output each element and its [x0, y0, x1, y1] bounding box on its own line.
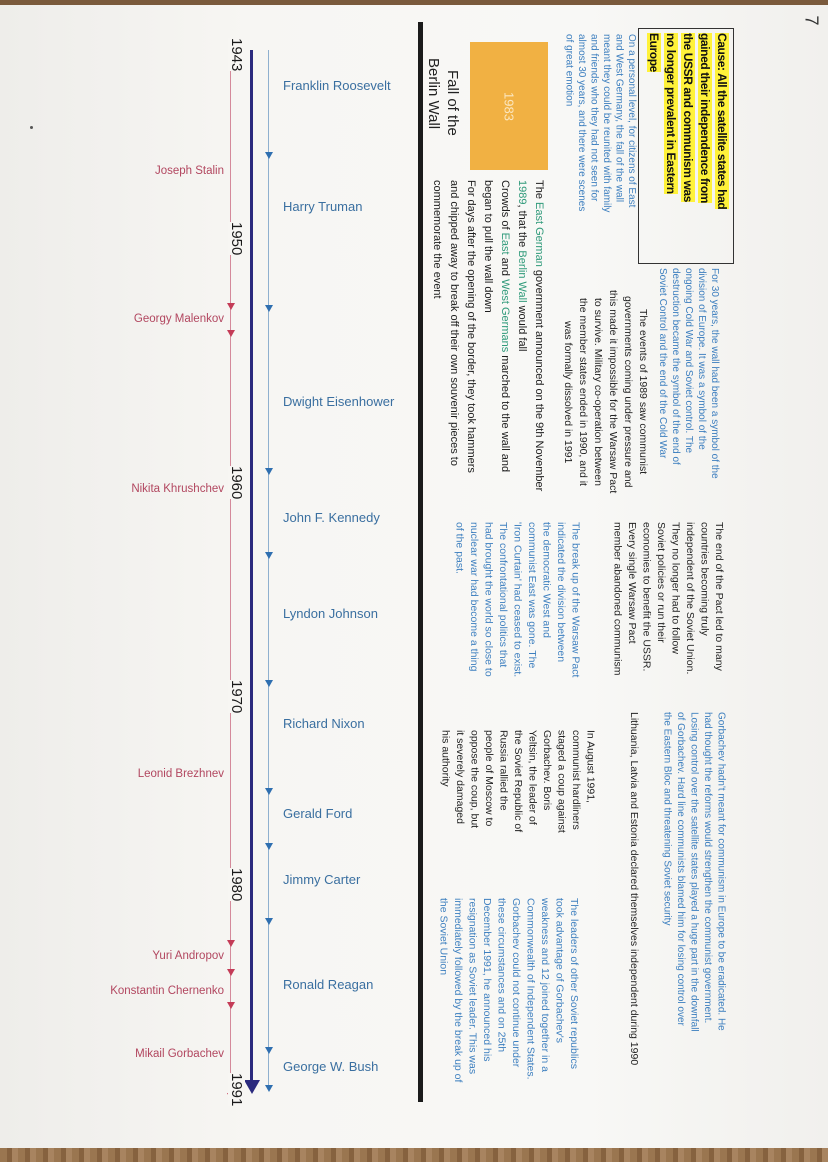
text-line: of great emotion — [563, 34, 575, 107]
soviet-leader-label: Nikita Khrushchev — [131, 483, 224, 495]
term-marker — [265, 680, 273, 687]
text-line: this made it impossible for the Warsaw Pact — [607, 290, 619, 494]
text-line: The end of the Pact led to many — [713, 522, 725, 671]
us-president-label: Jimmy Carter — [283, 872, 361, 887]
text-line: weakness and 12 joined together in a — [539, 898, 551, 1072]
highlighted-text: no longer prevalent in Eastern — [664, 33, 678, 194]
gorbachev-paragraph — [660, 712, 728, 1142]
year-label: 1950 — [228, 222, 245, 256]
highlighted-text: gained their independence from — [698, 33, 712, 204]
term-marker — [265, 1047, 273, 1054]
text-line: had thought the reforms would strengthen the communist government. — [702, 712, 713, 1024]
end-of-pact-paragraph — [610, 522, 726, 710]
text-line: it severely damaged — [454, 730, 466, 824]
text-line: Berlin Wall — [425, 58, 442, 130]
text-line: governments coming under pressure and — [622, 296, 634, 488]
text-line: of the past. — [453, 522, 466, 574]
text-line — [428, 180, 445, 518]
text-segment: government announced on the 9th November — [533, 266, 545, 492]
text-line: economies to benefit the USSR. — [640, 522, 653, 672]
soviet-leader-label: Konstantin Chernenko — [110, 985, 224, 997]
text-line: these circumstances and on 25th — [495, 898, 508, 1053]
leader-marker — [227, 1002, 235, 1009]
us-timeline-line — [268, 50, 269, 1090]
timeline-arrow-icon — [244, 1080, 260, 1094]
text-line: Russia rallied the — [497, 730, 510, 811]
text-line: Yeltsin, the leader of — [526, 730, 539, 825]
text-line: communist East was gone. The — [526, 522, 538, 669]
wall-symbol-paragraph — [656, 268, 721, 516]
us-president-label: Richard Nixon — [283, 716, 365, 731]
text-line: ongoing Cold War and Soviet control. The — [683, 268, 694, 454]
text-line: Soviet policies or run their — [655, 522, 667, 643]
text-line: Every single Warsaw Pact — [626, 522, 638, 644]
text-segment: marched to the wall and — [499, 352, 511, 473]
us-president-label: Gerald Ford — [283, 806, 353, 821]
text-line: immediately followed by the break up of — [452, 898, 464, 1083]
text-line — [662, 33, 679, 259]
year-label: 1991 — [228, 1073, 245, 1107]
text-segment: Crowds of — [499, 180, 511, 233]
wall-symbol-group — [560, 268, 721, 516]
main-timeline-axis — [250, 50, 253, 1086]
text-line — [445, 180, 462, 518]
text-line: the Soviet Republic of — [512, 730, 524, 833]
text-segment: For days after the opening of the border, they took hammers — [465, 180, 477, 473]
text-line: his authority — [439, 730, 452, 787]
text-line — [530, 180, 547, 518]
highlighted-term: East German — [533, 202, 545, 267]
highlighted-term: West Germans — [499, 279, 511, 353]
text-line: The leaders of other Soviet republics — [568, 898, 580, 1070]
text-line: almost 30 years, and there were scenes — [576, 34, 587, 212]
highlighted-term: Berlin Wall — [516, 250, 528, 303]
text-line: and West Germany, the fall of the wall — [613, 34, 625, 203]
text-line: Fall of the — [444, 70, 461, 136]
year-label: 1943 — [228, 38, 245, 72]
section-title — [424, 58, 462, 136]
soviet-collapse-paragraph — [436, 898, 581, 1123]
us-president-label: Lyndon Johnson — [283, 606, 378, 621]
text-line — [645, 33, 662, 259]
text-segment: and — [499, 254, 511, 280]
us-president-label: Ronald Reagan — [283, 977, 374, 992]
text-line: nuclear war had become a thing — [468, 522, 480, 672]
text-line — [713, 33, 730, 259]
term-marker — [265, 552, 273, 559]
text-line: took advantage of Gorbachev's — [553, 898, 566, 1044]
text-line: 'Iron Curtain' had ceased to exist. — [511, 522, 524, 678]
orange-box-label: 1983 — [501, 91, 517, 121]
text-line: to survive. Military co-operation between — [592, 298, 604, 486]
page-number: 7 — [801, 15, 822, 26]
text-line: the Soviet Union — [437, 898, 450, 976]
leader-marker — [227, 303, 235, 310]
pen-mark — [30, 126, 33, 129]
term-marker — [265, 1085, 273, 1092]
text-line: and friends who they had not seen for — [588, 34, 600, 202]
term-marker — [265, 468, 273, 475]
text-line: meant they could be reunited with family — [601, 34, 612, 213]
text-line: Losing control over the satellite states played a huge part in the downfall — [688, 712, 700, 1032]
text-line: December 1991, he announced his — [481, 898, 493, 1062]
us-president-label: Harry Truman — [283, 199, 363, 214]
august-coup-paragraph — [438, 730, 598, 893]
year-label: 1970 — [228, 680, 245, 714]
text-segment: and chipped away to break off their own souvenir pieces to — [448, 180, 460, 466]
text-line: Commonwealth of Independent States. — [524, 898, 537, 1080]
text-line: the Eastern Bloc and threatening Soviet security — [661, 712, 673, 926]
text-line: In August 1991, — [584, 730, 597, 803]
text-line: On a personal level, for citizens of East — [626, 34, 637, 208]
text-line: the democratic West and — [540, 522, 553, 638]
text-line: The confrontational politics that — [497, 522, 509, 668]
text-segment: , that the — [516, 204, 528, 251]
text-line: was formally dissolved in 1991 — [562, 320, 574, 464]
text-line: communist hardliners — [570, 730, 582, 830]
east-german-paragraph — [428, 180, 547, 518]
table-surface-bottom — [0, 1148, 828, 1162]
highlighted-term: 1989 — [516, 180, 528, 205]
text-line — [696, 33, 713, 259]
text-line: Gorbachev could not continue under — [510, 898, 522, 1068]
text-line — [479, 180, 496, 518]
text-line — [513, 180, 530, 518]
text-line: people of Moscow to — [483, 730, 495, 827]
us-president-label: Dwight Eisenhower — [283, 394, 395, 409]
text-line: had brought the world so close to — [482, 522, 495, 677]
text-line: staged a coup against — [555, 730, 568, 833]
soviet-leader-label: Leonid Brezhnev — [137, 768, 224, 780]
highlighted-text: the USSR and communism was — [681, 33, 695, 202]
text-line: of Gorbachev. Hard line communists blamed him for losing control over — [675, 712, 686, 1026]
text-line — [462, 180, 479, 518]
soviet-leader-label: Georgy Malenkov — [133, 313, 224, 325]
soviet-leader-label: Mikail Gorbachev — [135, 1048, 224, 1060]
us-president-label: Franklin Roosevelt — [283, 78, 391, 93]
highlighted-term: East — [499, 232, 511, 255]
term-marker — [265, 788, 273, 795]
text-line: oppose the coup, but — [468, 730, 481, 829]
text-line: For 30 years, the wall had been a symbol of the — [709, 268, 720, 479]
leader-marker — [227, 330, 235, 337]
year-label: 1980 — [228, 868, 245, 902]
term-marker — [265, 843, 273, 850]
text-segment: began to pull the wall down — [482, 180, 494, 313]
personal-impact-paragraph — [562, 34, 637, 259]
text-line: member abandoned communism — [611, 522, 624, 676]
text-line: division of Europe. It was a symbol of the — [696, 268, 707, 450]
text-line: Soviet Control and the end of the Cold War — [657, 268, 668, 459]
baltic-independence-line — [626, 712, 641, 1142]
cause-box — [638, 28, 734, 264]
text-line: Gorbachev. Boris — [541, 730, 553, 811]
text-segment: would fall — [516, 302, 528, 352]
text-line: countries becoming truly — [698, 522, 711, 636]
leader-marker — [227, 969, 235, 976]
term-marker — [265, 152, 273, 159]
text-line: resignation as Soviet leader. This was — [466, 898, 479, 1075]
leader-marker — [227, 940, 235, 947]
soviet-timeline-line — [230, 50, 231, 1095]
section-divider — [418, 22, 423, 1102]
text-segment: commemorate the event — [431, 180, 443, 299]
term-marker — [265, 918, 273, 925]
text-line: The break up of the Warsaw Pact — [569, 522, 582, 678]
text-line: Lithuania, Latvia and Estonia declared themselves independent during 1990 — [628, 712, 640, 1066]
text-line: They no longer had to follow — [669, 522, 682, 654]
us-president-label: John F. Kennedy — [283, 510, 380, 525]
events-1989-paragraph — [560, 268, 650, 516]
highlighted-text: Europe — [647, 33, 661, 72]
warsaw-pact-breakup-paragraph — [452, 522, 583, 726]
text-line: the member states ended in 1990, and it — [577, 298, 589, 486]
soviet-leader-label: Yuri Andropov — [152, 950, 224, 962]
term-marker — [265, 305, 273, 312]
year-label: 1960 — [228, 466, 245, 500]
text-line: destruction became the symbol of the end of — [670, 268, 681, 465]
text-line: The events of 1989 saw communist — [637, 309, 649, 475]
text-line — [496, 180, 513, 518]
us-president-label: George W. Bush — [283, 1059, 379, 1074]
text-line: indicated the division between — [555, 522, 567, 663]
orange-year-box — [470, 42, 548, 170]
highlighted-text: Cause: All the satellite states had — [715, 33, 729, 210]
text-segment: The — [533, 180, 545, 203]
soviet-leader-label: Joseph Stalin — [154, 165, 224, 177]
text-line: Gorbachev hadn't meant for communism in Europe to be eradicated. He — [715, 712, 727, 1031]
text-line — [679, 33, 696, 259]
text-line: independent of the Soviet Union. — [684, 522, 696, 675]
